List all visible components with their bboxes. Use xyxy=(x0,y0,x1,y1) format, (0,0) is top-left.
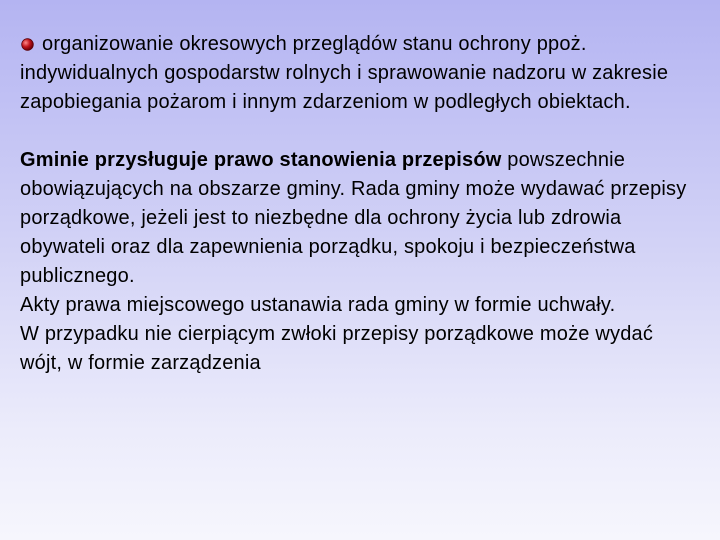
paragraph-local-law: Akty prawa miejscowego ustanawia rada gminy w formie uchwały. xyxy=(20,294,616,316)
paragraph-body: powszechnie obowiązujących na obszarze gminy. Rada gminy może wydawać przepisy porządkowe, jeżeli jest to niezbędne dla ochrony życia lub zdrowia obywateli oraz dla zapewnienia porządku, spokoju i bezpieczeństwa publicznego. xyxy=(20,149,687,287)
bullet-item xyxy=(20,30,700,117)
slide-content xyxy=(20,30,700,378)
red-bullet-icon xyxy=(21,38,34,51)
paragraph-statute-rights xyxy=(20,146,700,291)
spacer xyxy=(20,117,700,146)
paragraph-bold-lead: Gminie przysługuje prawo stanowienia przepisów xyxy=(20,149,502,171)
paragraph-urgent-orders: W przypadku nie cierpiącym zwłoki przepisy porządkowe może wydać wójt, w formie zarządzenia xyxy=(20,323,654,374)
bullet-item-text: organizowanie okresowych przeglądów stanu ochrony ppoż. indywidualnych gospodarstw rolnych i sprawowanie nadzoru w zakresie zapobiegania pożarom i innym zdarzeniom w podległych obiektach. xyxy=(20,33,669,113)
